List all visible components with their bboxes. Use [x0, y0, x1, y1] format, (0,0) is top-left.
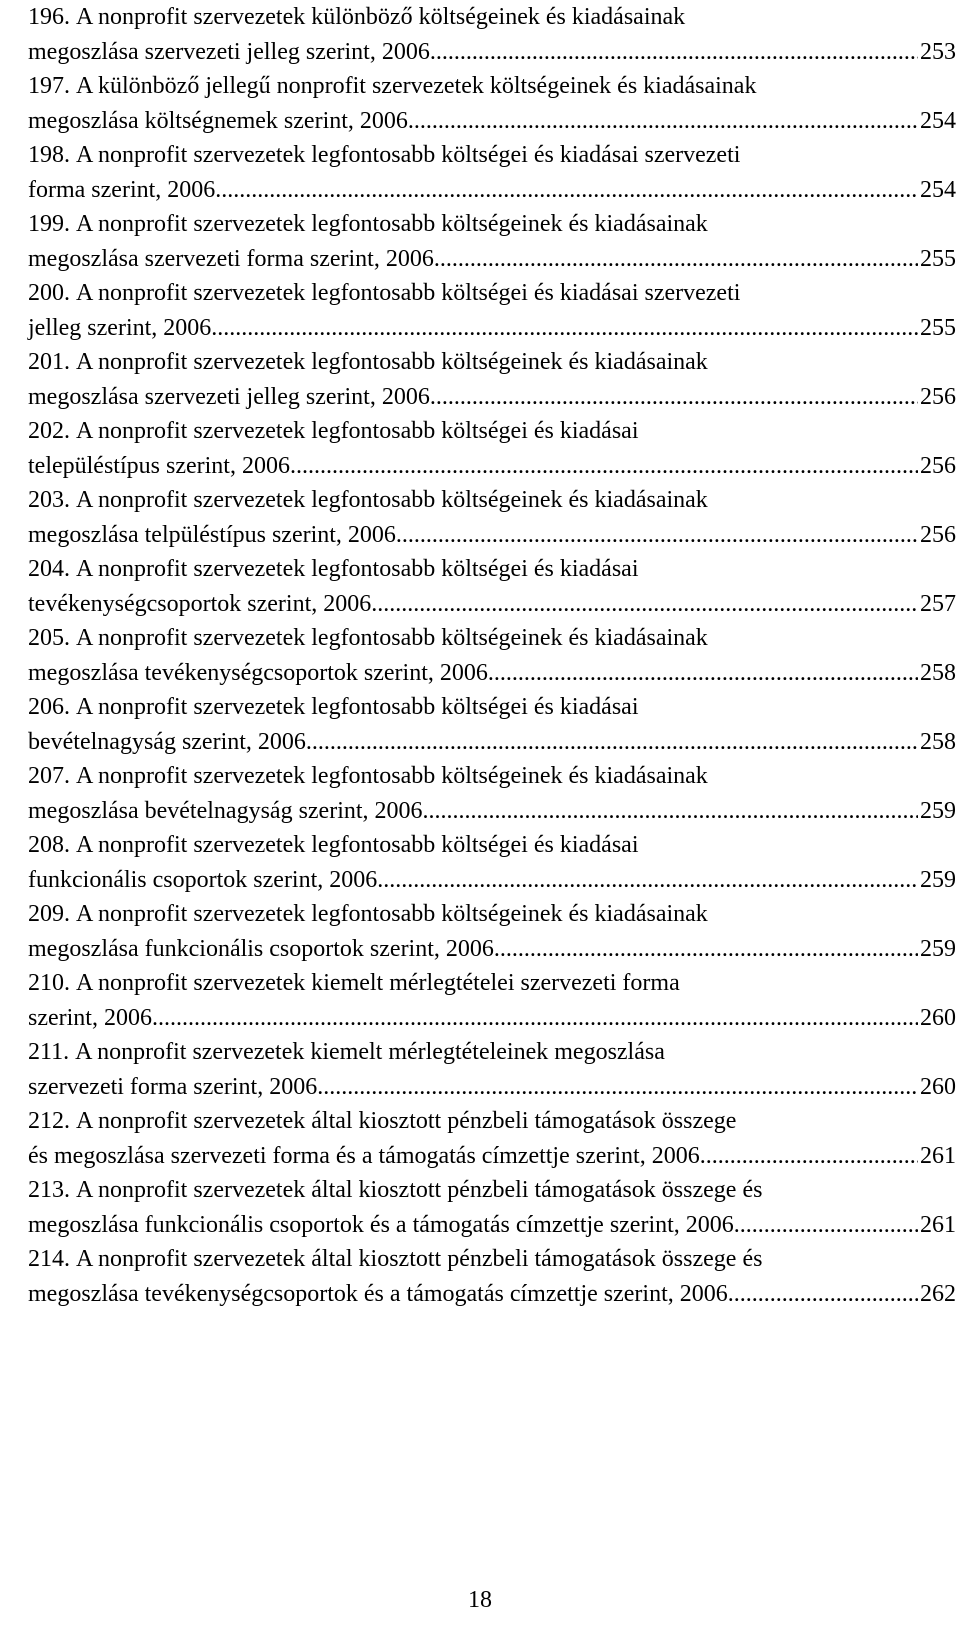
- entry-title: A nonprofit szervezetek legfontosabb költségei és kiadásai: [76, 832, 639, 858]
- entry-page-number: 256: [920, 452, 956, 479]
- dot-leader: [211, 311, 918, 346]
- toc-entry[interactable]: [28, 1104, 956, 1173]
- dot-leader: [430, 35, 918, 70]
- entry-title-continued: szervezeti forma szerint, 2006: [28, 1073, 318, 1100]
- page-number: 18: [468, 1587, 492, 1613]
- entry-number: 199.: [28, 211, 70, 237]
- dot-leader: [700, 1139, 918, 1174]
- dot-leader: [306, 725, 918, 760]
- entry-title: A nonprofit szervezetek kiemelt mérlegtételeinek megoszlása: [75, 1039, 665, 1065]
- dot-leader: [434, 242, 918, 277]
- entry-page-number: 255: [920, 245, 956, 272]
- entry-title: A nonprofit szervezetek különböző költségeinek és kiadásainak: [76, 4, 686, 30]
- dot-leader: [396, 518, 918, 553]
- toc-entry[interactable]: [28, 621, 956, 690]
- entry-title: A nonprofit szervezetek által kiosztott pénzbeli támogatások összege és: [76, 1246, 763, 1272]
- entry-page-number: 254: [920, 176, 956, 203]
- toc-entry[interactable]: [28, 690, 956, 759]
- entry-title: A nonprofit szervezetek legfontosabb költségeinek és kiadásainak: [76, 625, 708, 651]
- entry-page-number: 257: [920, 590, 956, 617]
- dot-leader: [494, 932, 918, 967]
- entry-number: 197.: [28, 73, 70, 99]
- toc-entry[interactable]: [28, 759, 956, 828]
- entry-page-number: 256: [920, 521, 956, 548]
- entry-title: A nonprofit szervezetek legfontosabb költségei és kiadásai szervezeti: [76, 280, 741, 306]
- entry-number: 205.: [28, 625, 70, 651]
- entry-page-number: 261: [920, 1142, 956, 1169]
- entry-title-continued: megoszlása szervezeti jelleg szerint, 2006: [28, 38, 430, 65]
- entry-title-continued: megoszlása bevételnagyság szerint, 2006: [28, 797, 423, 824]
- entry-title: A nonprofit szervezetek legfontosabb költségeinek és kiadásainak: [76, 901, 708, 927]
- entry-page-number: 254: [920, 107, 956, 134]
- dot-leader: [734, 1208, 918, 1243]
- entry-number: 210.: [28, 970, 70, 996]
- dot-leader: [728, 1277, 918, 1312]
- toc-entry[interactable]: [28, 966, 956, 1035]
- entry-title-continued: tevékenységcsoportok szerint, 2006: [28, 590, 372, 617]
- entry-number: 212.: [28, 1108, 70, 1134]
- toc-entry[interactable]: [28, 207, 956, 276]
- entry-number: 209.: [28, 901, 70, 927]
- toc-entry[interactable]: [28, 828, 956, 897]
- entry-page-number: 255: [920, 314, 956, 341]
- entry-page-number: 259: [920, 935, 956, 962]
- entry-number: 198.: [28, 142, 70, 168]
- toc-entry[interactable]: [28, 552, 956, 621]
- entry-title: A nonprofit szervezetek legfontosabb költségeinek és kiadásainak: [76, 763, 708, 789]
- entry-page-number: 260: [920, 1004, 956, 1031]
- entry-title: A nonprofit szervezetek által kiosztott pénzbeli támogatások összege: [76, 1108, 737, 1134]
- entry-page-number: 259: [920, 866, 956, 893]
- dot-leader: [371, 587, 918, 622]
- entry-title-continued: megoszlása költségnemek szerint, 2006: [28, 107, 408, 134]
- toc-entry[interactable]: [28, 1035, 956, 1104]
- entry-number: 204.: [28, 556, 70, 582]
- toc-entry[interactable]: [28, 1242, 956, 1311]
- dot-leader: [152, 1001, 918, 1036]
- toc-entry[interactable]: [28, 414, 956, 483]
- entry-title-continued: megoszlása tevékenységcsoportok szerint, 2006: [28, 659, 488, 686]
- entry-number: 206.: [28, 694, 70, 720]
- table-of-contents: [28, 0, 956, 1311]
- entry-title: A nonprofit szervezetek legfontosabb költségei és kiadásai: [76, 418, 639, 444]
- entry-page-number: 258: [920, 659, 956, 686]
- entry-title: A különböző jellegű nonprofit szervezetek költségeinek és kiadásainak: [76, 73, 757, 99]
- dot-leader: [423, 794, 918, 829]
- entry-title-continued: jelleg szerint, 2006: [28, 314, 212, 341]
- entry-title: A nonprofit szervezetek legfontosabb költségeinek és kiadásainak: [76, 487, 708, 513]
- entry-number: 201.: [28, 349, 70, 375]
- entry-title: A nonprofit szervezetek legfontosabb költségei és kiadásai: [76, 556, 639, 582]
- dot-leader: [408, 104, 918, 139]
- entry-page-number: 261: [920, 1211, 956, 1238]
- entry-title-continued: településtípus szerint, 2006: [28, 452, 290, 479]
- dot-leader: [290, 449, 918, 484]
- dot-leader: [488, 656, 918, 691]
- entry-number: 202.: [28, 418, 70, 444]
- entry-title-continued: bevételnagyság szerint, 2006: [28, 728, 306, 755]
- dot-leader: [430, 380, 918, 415]
- toc-entry[interactable]: [28, 897, 956, 966]
- entry-number: 196.: [28, 4, 70, 30]
- dot-leader: [215, 173, 918, 208]
- entry-page-number: 262: [920, 1280, 956, 1307]
- entry-page-number: 256: [920, 383, 956, 410]
- entry-number: 214.: [28, 1246, 70, 1272]
- entry-title-continued: funkcionális csoportok szerint, 2006: [28, 866, 378, 893]
- dot-leader: [377, 863, 918, 898]
- entry-number: 211.: [28, 1039, 70, 1065]
- entry-page-number: 260: [920, 1073, 956, 1100]
- entry-page-number: 253: [920, 38, 956, 65]
- entry-title-continued: forma szerint, 2006: [28, 176, 216, 203]
- entry-number: 200.: [28, 280, 70, 306]
- toc-entry[interactable]: [28, 345, 956, 414]
- toc-entry[interactable]: [28, 1173, 956, 1242]
- toc-entry[interactable]: [28, 0, 956, 69]
- entry-title: A nonprofit szervezetek legfontosabb költségei és kiadásai: [76, 694, 639, 720]
- entry-title-continued: megoszlása funkcionális csoportok szerint, 2006: [28, 935, 494, 962]
- entry-title-continued: megoszlása telpüléstípus szerint, 2006: [28, 521, 396, 548]
- entry-title: A nonprofit szervezetek által kiosztott pénzbeli támogatások összege és: [76, 1177, 763, 1203]
- entry-title: A nonprofit szervezetek legfontosabb költségeinek és kiadásainak: [76, 211, 708, 237]
- entry-number: 203.: [28, 487, 70, 513]
- entry-title: A nonprofit szervezetek legfontosabb költségeinek és kiadásainak: [76, 349, 708, 375]
- entry-title-continued: megoszlása tevékenységcsoportok és a támogatás címzettje szerint, 2006: [28, 1280, 728, 1307]
- entry-title-continued: szerint, 2006: [28, 1004, 152, 1031]
- entry-title-continued: és megoszlása szervezeti forma és a támogatás címzettje szerint, 2006: [28, 1142, 700, 1169]
- dot-leader: [317, 1070, 918, 1105]
- entry-title-continued: megoszlása szervezeti forma szerint, 2006: [28, 245, 434, 272]
- entry-number: 208.: [28, 832, 70, 858]
- entry-page-number: 259: [920, 797, 956, 824]
- toc-entry[interactable]: [28, 483, 956, 552]
- toc-entry[interactable]: [28, 138, 956, 207]
- entry-title: A nonprofit szervezetek legfontosabb költségei és kiadásai szervezeti: [76, 142, 741, 168]
- entry-title-continued: megoszlása szervezeti jelleg szerint, 2006: [28, 383, 430, 410]
- entry-number: 207.: [28, 763, 70, 789]
- toc-entry[interactable]: [28, 276, 956, 345]
- toc-entry[interactable]: [28, 69, 956, 138]
- entry-title-continued: megoszlása funkcionális csoportok és a támogatás címzettje szerint, 2006: [28, 1211, 734, 1238]
- entry-title: A nonprofit szervezetek kiemelt mérlegtételei szervezeti forma: [76, 970, 680, 996]
- entry-number: 213.: [28, 1177, 70, 1203]
- entry-page-number: 258: [920, 728, 956, 755]
